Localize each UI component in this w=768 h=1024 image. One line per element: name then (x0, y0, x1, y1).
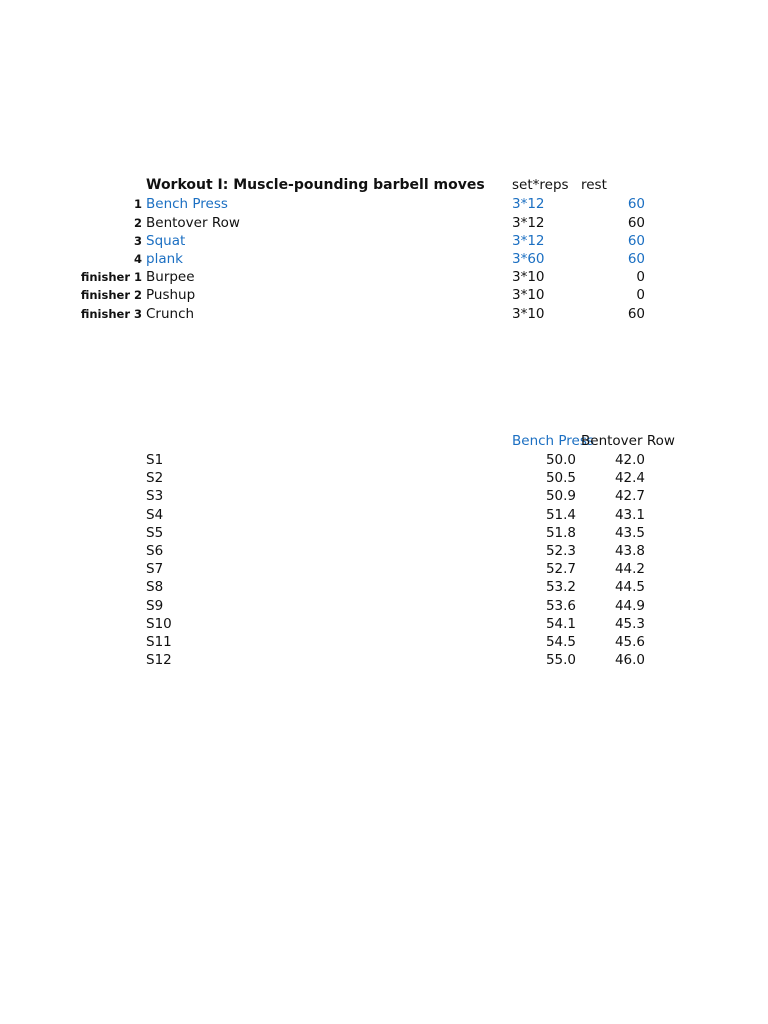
exercise-name: plank (146, 251, 183, 267)
row-number: 4 (133, 252, 142, 266)
bench-press-weight: 53.2 (545, 579, 576, 595)
bentover-row-weight: 43.5 (614, 525, 645, 541)
row-number: 1 (133, 197, 142, 211)
bench-press-weight: 50.5 (545, 470, 576, 486)
set-reps-value: 3*10 (512, 306, 545, 322)
bench-press-weight: 51.8 (545, 525, 576, 541)
set-label: S6 (146, 543, 164, 559)
exercise-name: Burpee (146, 269, 195, 285)
rest-value: 60 (627, 251, 645, 267)
set-reps-value: 3*10 (512, 269, 545, 285)
set-label: S7 (146, 561, 164, 577)
bentover-row-weight: 43.8 (614, 543, 645, 559)
row-number: finisher 3 (80, 307, 142, 321)
set-reps-value: 3*60 (512, 251, 545, 267)
bentover-row-weight: 45.6 (614, 634, 645, 650)
set-label: S9 (146, 598, 164, 614)
set-label: S1 (146, 452, 164, 468)
bentover-row-weight: 42.0 (614, 452, 645, 468)
rest-value: 60 (627, 233, 645, 249)
set-label: S8 (146, 579, 164, 595)
exercise-name: Pushup (146, 287, 196, 303)
set-label: S3 (146, 488, 164, 504)
exercise-name: Bentover Row (146, 215, 240, 231)
bentover-row-weight: 44.2 (614, 561, 645, 577)
set-reps-value: 3*10 (512, 287, 545, 303)
rest-value: 60 (627, 215, 645, 231)
bench-press-weight: 54.1 (545, 616, 576, 632)
bentover-row-weight: 43.1 (614, 507, 645, 523)
bench-press-weight: 52.3 (545, 543, 576, 559)
bench-press-weight: 55.0 (545, 652, 576, 668)
setreps-header: set*reps (512, 177, 569, 193)
bench-press-weight: 50.9 (545, 488, 576, 504)
rest-value: 60 (627, 306, 645, 322)
bentover-row-weight: 46.0 (614, 652, 645, 668)
set-label: S5 (146, 525, 164, 541)
exercise-name: Squat (146, 233, 186, 249)
set-label: S12 (146, 652, 172, 668)
bentover-row-header: Bentover Row (581, 433, 675, 449)
row-number: 3 (133, 234, 142, 248)
bench-press-weight: 54.5 (545, 634, 576, 650)
bentover-row-weight: 44.9 (614, 598, 645, 614)
exercise-name: Bench Press (146, 196, 228, 212)
set-reps-value: 3*12 (512, 233, 545, 249)
rest-value: 60 (627, 196, 645, 212)
workout-title: Workout I: Muscle-pounding barbell moves (146, 177, 485, 193)
set-reps-value: 3*12 (512, 196, 545, 212)
row-number: 2 (133, 216, 142, 230)
rest-header: rest (581, 177, 607, 193)
set-label: S2 (146, 470, 164, 486)
bentover-row-weight: 44.5 (614, 579, 645, 595)
row-number: finisher 2 (80, 288, 142, 302)
bench-press-header: Bench Press (512, 433, 594, 449)
set-reps-value: 3*12 (512, 215, 545, 231)
rest-value: 0 (636, 269, 645, 285)
bench-press-weight: 53.6 (545, 598, 576, 614)
rest-value: 0 (636, 287, 645, 303)
set-label: S10 (146, 616, 172, 632)
bench-press-weight: 52.7 (545, 561, 576, 577)
bentover-row-weight: 42.4 (614, 470, 645, 486)
set-label: S11 (146, 634, 172, 650)
bench-press-weight: 51.4 (545, 507, 576, 523)
bentover-row-weight: 45.3 (614, 616, 645, 632)
row-number: finisher 1 (80, 270, 142, 284)
set-label: S4 (146, 507, 164, 523)
bench-press-weight: 50.0 (545, 452, 576, 468)
bentover-row-weight: 42.7 (614, 488, 645, 504)
exercise-name: Crunch (146, 306, 195, 322)
